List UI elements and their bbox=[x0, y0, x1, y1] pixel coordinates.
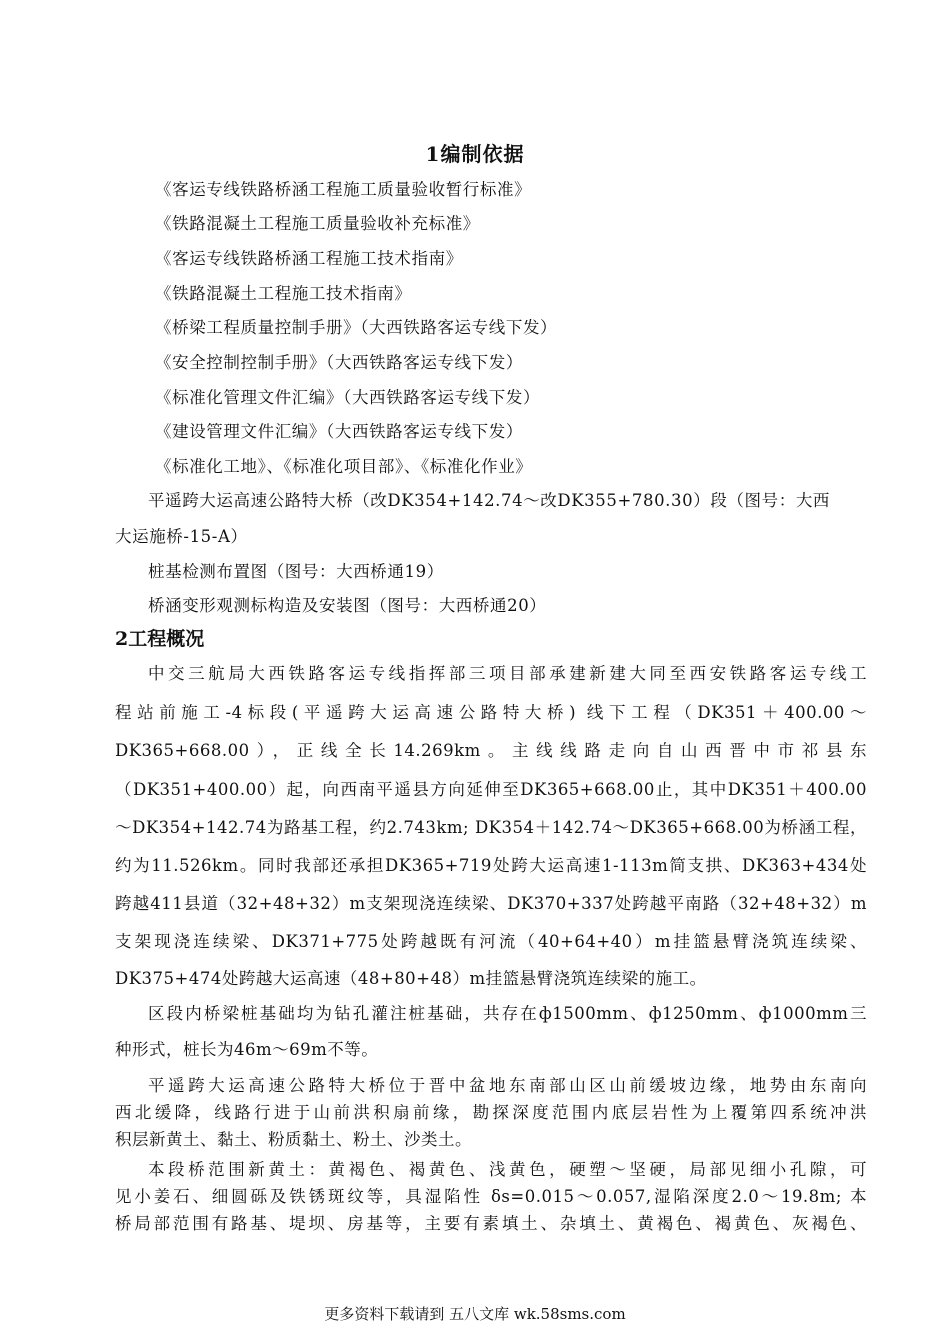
reference-item: 《安全控制控制手册》（大西铁路客运专线下发） bbox=[155, 353, 523, 372]
reference-item: 《桥梁工程质量控制手册》（大西铁路客运专线下发） bbox=[155, 318, 558, 337]
reference-item: 《铁路混凝土工程施工质量验收补充标准》 bbox=[155, 214, 480, 233]
paragraph-line: 约为11.526km。同时我部还承担DK365+719处跨大运高速1-113m简支拱、DK363+434处 bbox=[115, 856, 867, 875]
paragraph-line: 桥局部范围有路基、堤坝、房基等，主要有素填土、杂填土、黄褐色、褐黄色、灰褐色、 bbox=[115, 1214, 867, 1233]
paragraph-line: 中交三航局大西铁路客运专线指挥部三项目部承建新建大同至西安铁路客运专线工 bbox=[148, 664, 867, 683]
bridge-reference-line-1: 平遥跨大运高速公路特大桥（改DK354+142.74～改DK355+780.30）段（图号：大西 bbox=[148, 491, 831, 510]
paragraph-line: 种形式，桩长为46m～69m不等。 bbox=[115, 1040, 379, 1059]
paragraph-line: ～DK354+142.74为路基工程，约2.743km; DK354＋142.74～DK365+668.00为桥涵工程， bbox=[115, 818, 867, 837]
section-2-title: 2工程概况 bbox=[115, 628, 205, 650]
paragraph-line: 区段内桥梁桩基础均为钻孔灌注桩基础，共存在ф1500mm、ф1250mm、ф1000mm三 bbox=[148, 1004, 867, 1023]
reference-item: 《客运专线铁路桥涵工程施工质量验收暂行标准》 bbox=[155, 180, 532, 199]
paragraph-line: 积层新黄土、黏土、粉质黏土、粉土、沙类土。 bbox=[115, 1130, 472, 1149]
footer-link-text: 更多资料下载请到 五八文库 wk.58sms.com bbox=[324, 1305, 626, 1323]
reference-item: 《标准化管理文件汇编》（大西铁路客运专线下发） bbox=[155, 388, 541, 407]
section-1-title: 1编制依据 bbox=[425, 142, 525, 166]
paragraph-line: DK365+668.00），正线全长14.269km。主线线路走向自山西晋中市祁县东 bbox=[115, 741, 867, 760]
paragraph-line: 本段桥范围新黄土：黄褐色、褐黄色、浅黄色，硬塑～坚硬，局部见细小孔隙，可 bbox=[148, 1160, 867, 1179]
paragraph-line: （DK351+400.00）起，向西南平遥县方向延伸至DK365+668.00止，其中DK351＋400.00 bbox=[115, 780, 867, 799]
paragraph-line: 跨越411县道（32+48+32）m支架现浇连续梁、DK370+337处跨越平南路（32+48+32）m bbox=[115, 894, 867, 913]
paragraph-line: 支架现浇连续梁、DK371+775处跨越既有河流（40+64+40）m挂篮悬臂浇筑连续梁、 bbox=[115, 932, 867, 951]
reference-item: 《标准化工地》、《标准化项目部》、《标准化作业》 bbox=[155, 457, 533, 476]
pile-detection-reference: 桩基检测布置图（图号：大西桥通19） bbox=[148, 562, 444, 581]
deformation-reference: 桥涵变形观测标构造及安装图（图号：大西桥通20） bbox=[148, 596, 547, 615]
paragraph-line: 西北缓降，线路行进于山前洪积扇前缘，勘探深度范围内底层岩性为上覆第四系统冲洪 bbox=[115, 1103, 867, 1122]
reference-item: 《建设管理文件汇编》（大西铁路客运专线下发） bbox=[155, 422, 523, 441]
paragraph-line: DK375+474处跨越大运高速（48+80+48）m挂篮悬臂浇筑连续梁的施工。 bbox=[115, 969, 707, 988]
bridge-reference-line-2: 大运施桥-15-A） bbox=[115, 527, 248, 546]
paragraph-line: 平遥跨大运高速公路特大桥位于晋中盆地东南部山区山前缓坡边缘，地势由东南向 bbox=[148, 1076, 867, 1095]
paragraph-line: 见小姜石、细圆砾及铁锈斑纹等，具湿陷性 δs=0.015～0.057,湿陷深度2.0～19.8m; 本 bbox=[115, 1187, 867, 1206]
reference-item: 《铁路混凝土工程施工技术指南》 bbox=[155, 284, 412, 303]
paragraph-line: 程站前施工-4标段(平遥跨大运高速公路特大桥) 线下工程（DK351＋400.00～ bbox=[115, 703, 867, 722]
reference-item: 《客运专线铁路桥涵工程施工技术指南》 bbox=[155, 249, 463, 268]
